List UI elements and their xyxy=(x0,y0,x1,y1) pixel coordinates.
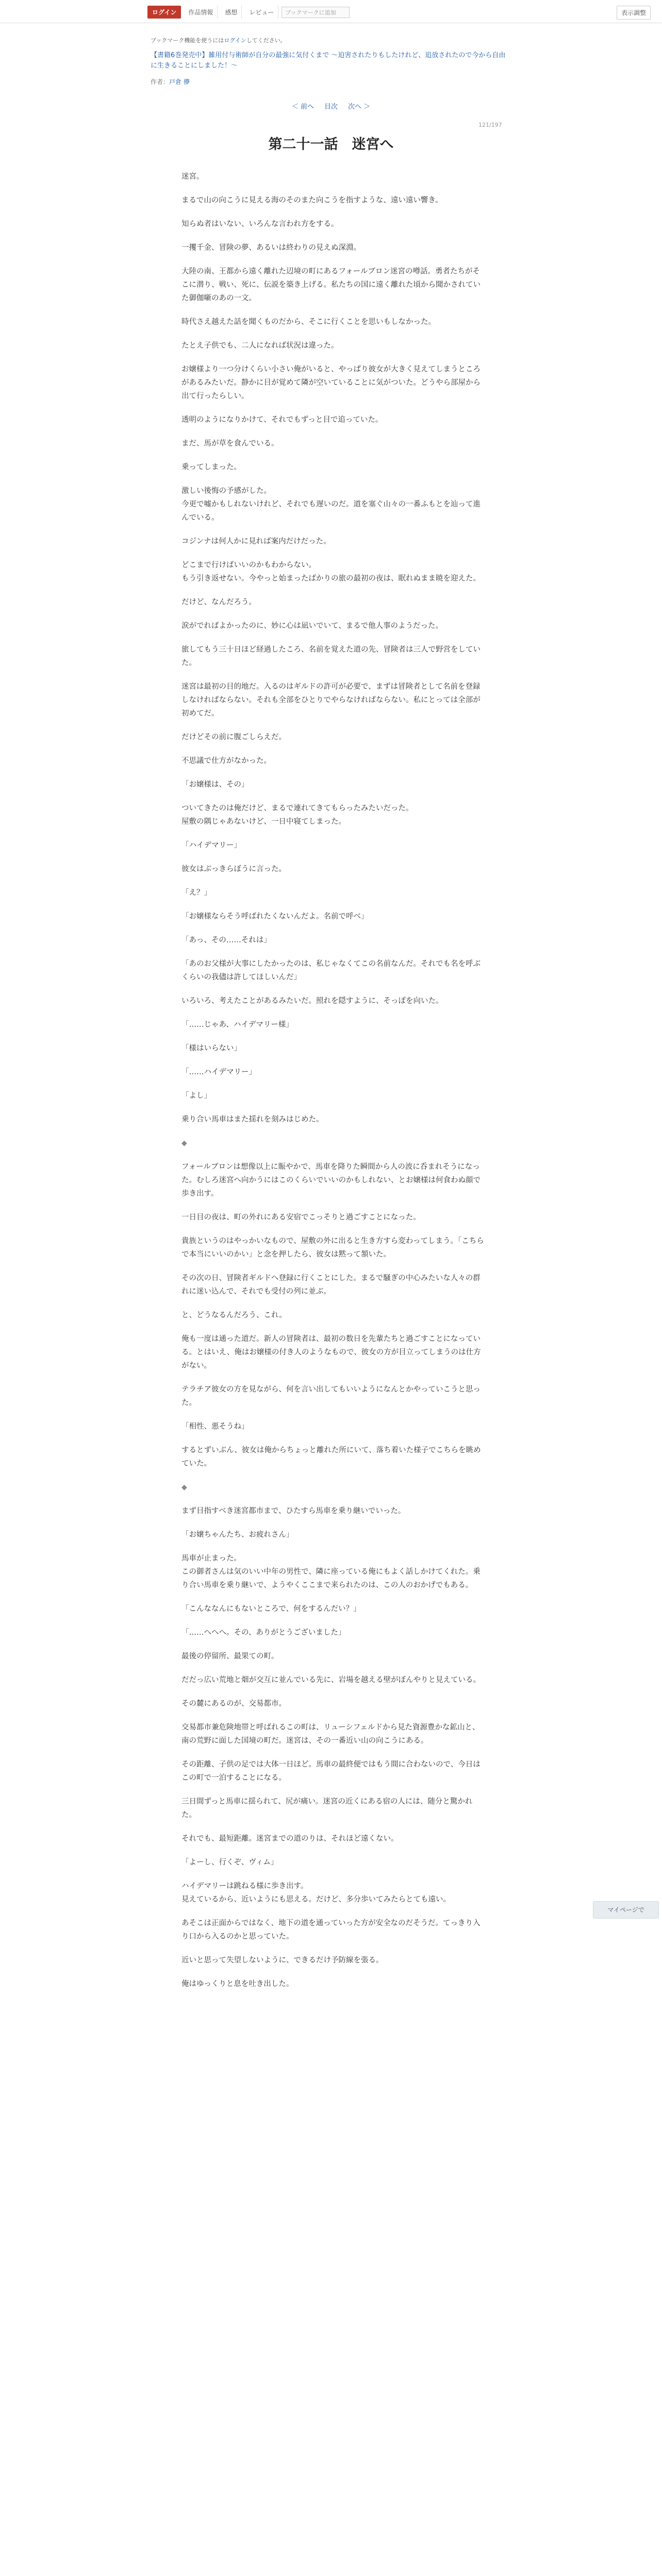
chapter-body-part-2 xyxy=(181,1160,486,1470)
body-paragraph: その次の日、冒険者ギルドへ登録に行くことにした。まるで騒ぎの中心みたいな人々の群れに迷い込んで、それでも受付の列に並ぶ。 xyxy=(181,1274,481,1296)
body-paragraph: 「様はいらない」 xyxy=(181,1044,241,1053)
bookmark-note-login-link[interactable]: ログイン xyxy=(224,37,246,44)
body-paragraph: まず目指すべき迷宮都市まで、ひたすら馬車を乗り継いでいった。 xyxy=(181,1507,406,1515)
author-line xyxy=(151,77,190,86)
series-title-link[interactable]: 【書籍6巻発売中】雑用付与術師が自分の最強に気付くまで ～迫害されたりもしたけれど、追放されたので今から自由に生きることにしました！～ xyxy=(151,52,506,70)
body-paragraph: コジンナは何人かに見れば案内だけだった。 xyxy=(181,537,331,546)
body-paragraph: 彼女はぶっきらぼうに言った。 xyxy=(181,865,286,873)
table-of-contents-link[interactable]: 目次 xyxy=(324,103,338,111)
body-paragraph: 「あのお父様が大事にしたかったのは、私じゃなくてこの名前なんだ。それでも名を呼ぶくらいの我儘は許してほしいんだ」 xyxy=(181,960,481,981)
body-paragraph: 一攫千金、冒険の夢、あるいは終わりの見えぬ深淵。 xyxy=(181,244,361,252)
body-paragraph: テラチア彼女の方を見ながら、何を言い出してもいいようになんとかやっていこうと思った。 xyxy=(181,1385,481,1407)
scene-break-mark: ◆ xyxy=(181,1139,187,1147)
body-paragraph: まるで山の向こうに見える海のそのまた向こうを指すような、遠い遠い響き。 xyxy=(181,196,443,205)
body-paragraph: 馬車が止まった。 この御者さんは気のいい中年の男性で、隣に座っている俺にもよく話しかけてくれた。乗り合い馬車を乗り継いで、ようやくここまで来られたのは、この人のおかげでもある。 xyxy=(181,1554,481,1589)
body-paragraph: 「あっ、その……それは」 xyxy=(181,936,271,944)
body-paragraph: だけどその前に腹ごしらえだ。 xyxy=(181,733,286,741)
body-paragraph: 「お嬢様は、その」 xyxy=(181,781,249,789)
body-paragraph: 「お嬢ちゃんたち、お疲れさん」 xyxy=(181,1531,294,1539)
tab-impressions[interactable]: 感想 xyxy=(221,6,242,19)
body-paragraph: 「こんななんにもないところで、何をするんだい？」 xyxy=(181,1605,361,1613)
body-paragraph: それでも、最短距離。迷宮までの道のりは、それほど遠くない。 xyxy=(181,1835,399,1843)
body-paragraph: 「え？」 xyxy=(181,889,211,897)
body-paragraph: 三日間ずっと馬車に揺られて、尻が痛い。迷宮の近くにある宿の人には、随分と驚かれた。 xyxy=(181,1798,473,1819)
chapter-title: 第二十一話 迷宮へ xyxy=(268,137,394,152)
body-paragraph: 俺も一度は通った道だ。新人の冒険者は、最初の数日を先輩たちと過ごすことになっている。とはいえ、俺はお嬢様の付き人のようなもので、彼女の方が目立ってしまうのは仕方がない。 xyxy=(181,1335,481,1370)
body-paragraph: だけど、なんだろう。 xyxy=(181,598,256,606)
body-paragraph: 一日目の夜は、町の外れにある安宿でこっそりと過ごすことになった。 xyxy=(181,1213,421,1222)
body-paragraph: するとずいぶん、彼女は俺からちょっと離れた所にいて、落ち着いた様子でこちらを眺めていた。 xyxy=(181,1446,481,1468)
body-paragraph: 涙がでればよかったのに、妙に心は凪いでいて、まるで他人事のようだった。 xyxy=(181,622,443,630)
body-paragraph: だだっ広い荒地と畑が交互に並んでいる先に、岩場を越える壁がぼんやりと見えている。 xyxy=(181,1676,481,1684)
body-paragraph: フォールブロンは想像以上に賑やかで、馬車を降りた瞬間から人の波に呑まれそうになった。むしろ迷宮へ向かうにはこのくらいでいいのかもしれない、とお嬢様は何食わぬ顔で歩き出す。 xyxy=(181,1163,481,1198)
tab-novel-info[interactable]: 作品情報 xyxy=(184,6,218,19)
chapter-body-part-1 xyxy=(181,170,486,1126)
body-paragraph: 「ハイデマリー」 xyxy=(181,841,241,850)
login-button[interactable]: ログイン xyxy=(147,6,181,19)
body-paragraph: 「……ハイデマリー」 xyxy=(181,1068,256,1076)
body-paragraph: 「よーし、行くぞ、ヴィム」 xyxy=(181,1858,278,1867)
body-paragraph: 乗ってしまった。 xyxy=(181,463,241,471)
body-paragraph: 「よし」 xyxy=(181,1092,211,1100)
body-paragraph: 貴族というのはやっかいなもので、屋敷の外に出ると生き方すら変わってしまう。「こちらで本当にいいのかい」と念を押したら、彼女は黙って頷いた。 xyxy=(181,1237,484,1259)
bookmark-note-prefix: ブックマーク機能を使うには xyxy=(151,37,224,44)
body-paragraph: 俺はゆっくりと息を吐き出した。 xyxy=(181,1980,294,1988)
body-paragraph: と、どうなるんだろう、これ。 xyxy=(181,1311,287,1319)
display-settings-button[interactable]: 表示調整 xyxy=(617,6,651,20)
body-paragraph: 「……へへへ。その、ありがとうございました」 xyxy=(181,1629,346,1637)
tab-reviews[interactable]: レビュー xyxy=(245,6,278,19)
body-paragraph: 透明のようになりかけて、それでもずっと目で追っていた。 xyxy=(181,416,383,424)
bookmark-add-button[interactable]: ブックマークに追加 xyxy=(282,7,350,18)
body-paragraph: 旅してもう三十日ほど経過したころ、名前を覚えた道の先、冒険者は三人で野営をしていた。 xyxy=(181,646,481,667)
body-paragraph: 不思議で仕方がなかった。 xyxy=(181,757,271,765)
top-navigation-left xyxy=(147,6,350,19)
body-paragraph: まだ、馬が草を食んでいる。 xyxy=(181,439,279,448)
body-paragraph: 近いと思って失望しないように、できるだけ予防線を張る。 xyxy=(181,1956,384,1964)
chapter-navigation-top xyxy=(0,101,662,111)
body-paragraph: 交易都市兼危険地帯と呼ばれるこの町は、リューシフェルドから見た資源豊かな鉱山と、南の荒野に面した国境の町だ。迷宮は、その一番近い山の向こうにある。 xyxy=(181,1723,480,1745)
chapter-body xyxy=(181,170,486,2001)
scene-break-mark-2: ◆ xyxy=(181,1483,187,1492)
body-paragraph: その距離、子供の足では大体一日ほど。馬車の最終便ではもう間に合わないので、今日はこの町で一泊することになる。 xyxy=(181,1760,481,1782)
bookmark-note-suffix: してください。 xyxy=(246,37,286,44)
body-paragraph: 迷宮。 xyxy=(181,173,204,181)
body-paragraph: お嬢様より一つ分けくらい小さい俺がいると、やっぱり彼女が大きく見えてしまうところがあるみたいだ。静かに目が覚めて隣が空いていることに気がついた。どうやら部屋から出て行ったらしい。 xyxy=(181,365,481,400)
prev-chapter-link[interactable]: ＜ 前へ xyxy=(291,103,314,111)
body-paragraph: 激しい後悔の予感がした。 今更で嘘かもしれないけれど、それでも遅いのだ。道を塞ぐ山々の一番ふもとを辿って進んでいる。 xyxy=(181,487,481,522)
body-paragraph: あそこは正面からではなく、地下の道を通っていった方が安全なのだそうだ。てっきり入り口から入るのかと思っていた。 xyxy=(181,1919,481,1941)
body-paragraph: たとえ子供でも、二人になれば状況は違った。 xyxy=(181,342,339,350)
body-paragraph: ついてきたのは俺だけど、まるで連れてきてもらったみたいだった。 屋敷の隅じゃあないけど、一日中寝てしまった。 xyxy=(181,804,413,826)
my-page-side-button[interactable]: マイページで xyxy=(593,1901,659,1919)
body-paragraph: どこまで行けばいいのかもわからない。 もう引き返せない。今やっと始まったばかりの旅の最初の夜は、眠れぬまま暁を迎えた。 xyxy=(181,561,481,583)
body-paragraph: 知らぬ者はいない、いろんな言われ方をする。 xyxy=(181,220,339,228)
author-name-link[interactable]: 戸倉 儚 xyxy=(169,78,190,86)
body-paragraph: 迷宮は最初の目的地だ。入るのはギルドの許可が必要で、まずは冒険者として名前を登録しなければならない。それも全部をひとりでやらなければならない。私にとっては全部が初めてだ。 xyxy=(181,683,481,718)
body-paragraph: 時代さえ越えた話を聞くものだから、そこに行くことを思いもしなかった。 xyxy=(181,318,436,326)
top-navigation-bar xyxy=(0,0,662,23)
next-chapter-link[interactable]: 次へ ＞ xyxy=(348,103,371,111)
body-paragraph: いろいろ、考えたことがあるみたいだ。照れを隠すように、そっぽを向いた。 xyxy=(181,997,443,1005)
body-paragraph: 最後の停留所、最果ての町。 xyxy=(181,1652,279,1660)
body-paragraph: 乗り合い馬車はまた揺れを刻みはじめた。 xyxy=(181,1115,324,1124)
body-paragraph: ハイデマリーは跳ねる様に歩き出す。 見えているから、近いようにも思える。だけど、多分歩いてみたらとても遠い。 xyxy=(181,1882,451,1904)
author-label: 作者： xyxy=(151,78,170,86)
chapter-body-part-3 xyxy=(181,1504,486,1991)
body-paragraph: 「相性、悪そうね」 xyxy=(181,1422,249,1431)
body-paragraph: 大陸の南、王都から遠く離れた辺境の町にあるフォールブロン迷宮の噂話。勇者たちがそこに潜り、戦い、死に、伝説を築き上げる。私たちの国に遠く離れた頃から聞かされていた御伽噺のあの一文。 xyxy=(181,267,481,302)
chapter-number: 121/197 xyxy=(478,122,502,128)
body-paragraph: 「お嬢様ならそう呼ばれたくないんだよ。名前で呼べ」 xyxy=(181,912,369,921)
body-paragraph: 「……じゃあ、ハイデマリー様」 xyxy=(181,1021,293,1029)
body-paragraph: その麓にあるのが、交易都市。 xyxy=(181,1700,286,1708)
bookmark-login-note xyxy=(151,36,286,44)
